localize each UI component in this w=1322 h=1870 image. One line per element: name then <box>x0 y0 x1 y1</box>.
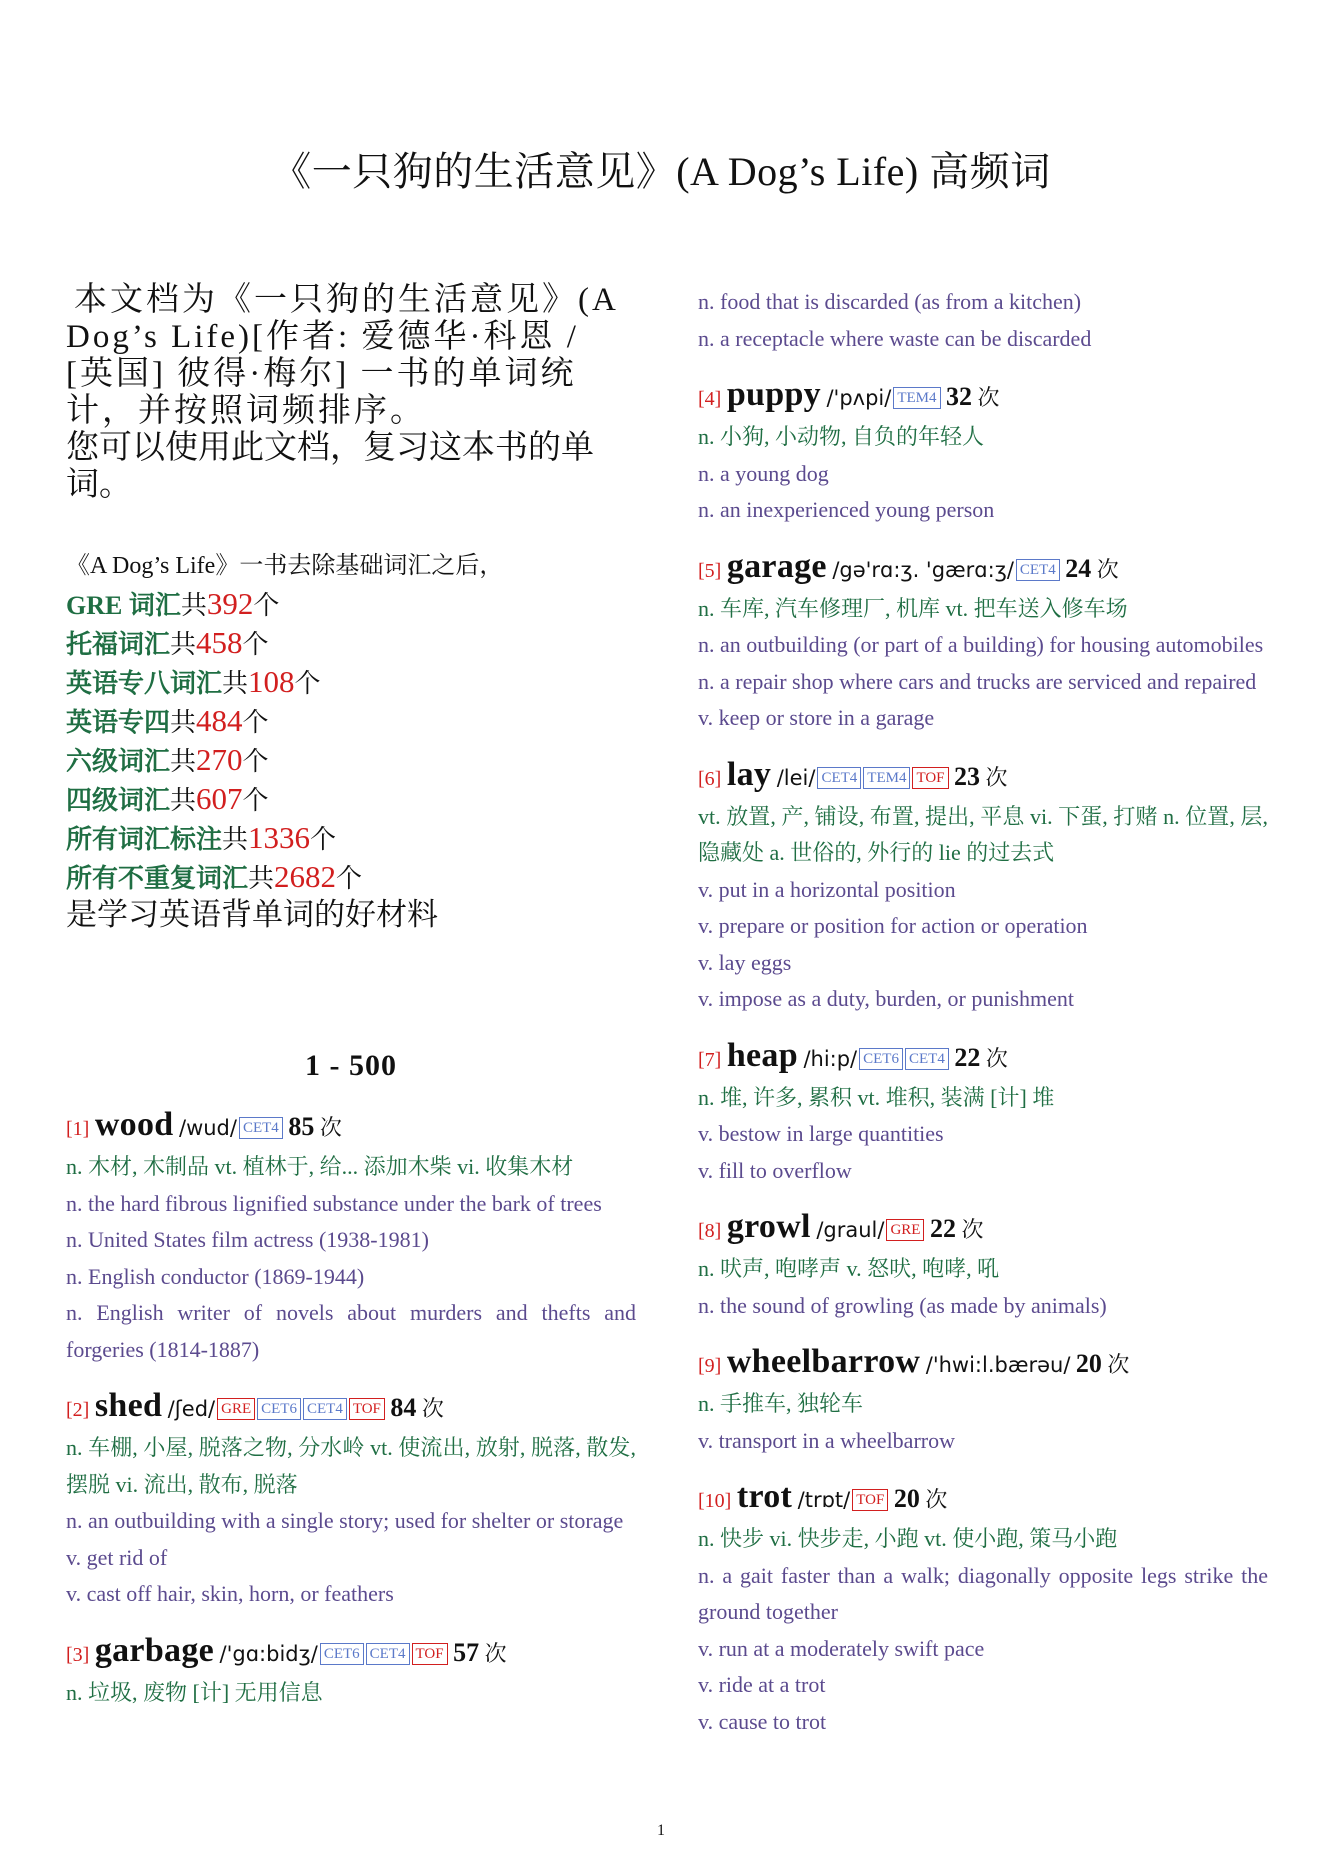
stats-mid: 共 <box>222 669 249 698</box>
frequency-count: 85 <box>288 1112 315 1141</box>
stats-unit: 个 <box>310 825 337 854</box>
stats-mid: 共 <box>170 630 197 659</box>
stats-unit: 个 <box>242 747 269 776</box>
stats-label: 所有不重复词汇 <box>66 864 249 893</box>
definition-chinese: n. 吠声, 咆哮声 v. 怒吠, 咆哮, 吼 <box>698 1256 1000 1281</box>
word-entry <box>698 1207 1268 1324</box>
stats-row <box>66 858 636 897</box>
phonetic: /gə'rɑ:ʒ. 'gærɑ:ʒ/ <box>832 557 1014 582</box>
exam-tag: TOF <box>852 1489 888 1511</box>
stats-mid: 共 <box>248 864 275 893</box>
phonetic: /graul/ <box>816 1218 885 1242</box>
frequency-suffix: 次 <box>319 1115 342 1140</box>
definition-chinese: n. 木材, 木制品 vt. 植林于, 给... 添加木柴 vi. 收集木材 <box>66 1154 574 1179</box>
frequency-count: 24 <box>1065 553 1092 583</box>
entry-index: [7] <box>698 1048 722 1071</box>
definition-english: n. an outbuilding (or part of a building) for housing automobiles <box>698 632 1264 657</box>
frequency-suffix: 次 <box>421 1396 444 1421</box>
stats-count: 1336 <box>248 820 311 855</box>
entry-continuation <box>698 284 1268 357</box>
definition-chinese: n. 车库, 汽车修理厂, 机库 vt. 把车送入修车场 <box>698 595 1128 621</box>
definition-english: n. food that is discarded (as from a kitchen) <box>698 289 1082 314</box>
definition-english: v. cause to trot <box>698 1708 827 1734</box>
definition-english: v. get rid of <box>66 1544 168 1570</box>
phonetic: /'gɑ:bidʒ/ <box>219 1641 318 1666</box>
stats-label: 托福词汇 <box>66 630 171 659</box>
entry-header <box>698 755 1268 799</box>
definition-english: v. transport in a wheelbarrow <box>698 1427 955 1453</box>
entry-header <box>698 1342 1268 1386</box>
frequency-count: 84 <box>390 1393 417 1422</box>
headword: garage <box>726 547 827 585</box>
definition-english: v. prepare or position for action or operation <box>698 913 1088 938</box>
headword: lay <box>726 755 772 793</box>
definition-english: n. United States film actress (1938-1981) <box>66 1227 429 1252</box>
exam-tag: CET4 <box>905 1048 949 1070</box>
headword: garbage <box>94 1631 215 1669</box>
word-entry <box>698 547 1268 737</box>
stats-row <box>66 702 636 741</box>
phonetic: /'hwi:l.bærəu/ <box>925 1353 1071 1377</box>
frequency-count: 23 <box>954 761 981 791</box>
exam-tag: TEM4 <box>863 767 910 789</box>
definition-english: v. fill to overflow <box>698 1157 852 1183</box>
definition-chinese: n. 垃圾, 废物 [计] 无用信息 <box>66 1679 323 1705</box>
entry-index: [4] <box>698 388 722 410</box>
stats-row <box>66 663 636 702</box>
headword: growl <box>726 1208 811 1245</box>
word-entry <box>698 1036 1268 1190</box>
frequency-count: 20 <box>893 1484 920 1513</box>
definition-english: n. an outbuilding with a single story; used for shelter or storage <box>66 1508 624 1533</box>
stats-label: 四级词汇 <box>66 786 171 815</box>
exam-tag: CET6 <box>320 1643 364 1665</box>
word-entry <box>66 1105 636 1368</box>
stats-row <box>66 624 636 663</box>
stats-unit: 个 <box>242 708 269 737</box>
stats-row <box>66 741 636 780</box>
stats-label: 英语专四 <box>66 708 171 737</box>
exam-tag: GRE <box>886 1219 924 1241</box>
entry-header <box>698 375 1268 419</box>
headword: puppy <box>726 376 821 413</box>
definition-english: v. bestow in large quantities <box>698 1121 944 1146</box>
intro-text <box>66 282 636 504</box>
stats-count: 392 <box>206 586 254 621</box>
exam-tag: CET6 <box>859 1048 903 1070</box>
entry-index: [8] <box>698 1220 722 1242</box>
entry-header <box>66 1105 636 1149</box>
entry-header <box>698 547 1268 591</box>
word-entry <box>698 1342 1268 1459</box>
headword: shed <box>94 1387 163 1424</box>
definition-english: n. an inexperienced young person <box>698 497 995 522</box>
frequency-count: 57 <box>453 1637 480 1667</box>
exam-tag: CET4 <box>239 1117 283 1139</box>
entry-index: [10] <box>698 1490 732 1512</box>
exam-tag: TOF <box>912 767 948 789</box>
definition-english: n. a receptacle where waste can be discarded <box>698 325 1092 351</box>
stats-count: 458 <box>196 625 243 660</box>
exam-tag: TOF <box>412 1643 448 1665</box>
word-entry <box>698 1477 1268 1740</box>
definition-english: v. run at a moderately swift pace <box>698 1635 985 1661</box>
entry-header <box>698 1036 1268 1080</box>
headword: heap <box>726 1036 798 1074</box>
phonetic: /lei/ <box>776 765 816 790</box>
vocabulary-stats <box>66 548 636 933</box>
left-entry-list <box>66 1105 636 1711</box>
stats-lead: 《A Dog’s Life》一书去除基础词汇之后， <box>66 553 504 579</box>
right-entry-list <box>698 375 1268 1740</box>
stats-row <box>66 780 636 819</box>
stats-label: 所有词汇标注 <box>66 825 223 854</box>
definition-english: v. ride at a trot <box>698 1672 826 1697</box>
frequency-count: 20 <box>1075 1349 1102 1378</box>
headword: trot <box>736 1478 793 1515</box>
headword: wood <box>94 1106 174 1143</box>
entry-header <box>66 1631 636 1675</box>
word-entry <box>66 1386 636 1613</box>
entry-header <box>66 1386 636 1430</box>
frequency-suffix: 次 <box>977 385 1000 410</box>
entry-index: [1] <box>66 1118 90 1140</box>
definition-chinese: n. 手推车, 独轮车 <box>698 1391 864 1416</box>
stats-count: 484 <box>196 703 243 738</box>
headword: wheelbarrow <box>726 1343 921 1380</box>
exam-tag: CET4 <box>366 1643 410 1665</box>
frequency-count: 22 <box>929 1214 956 1243</box>
entry-index: [3] <box>66 1643 90 1666</box>
intro-paragraph: 您可以使用此文档，复习这本书的单词。 <box>66 430 594 503</box>
definition-chinese: n. 小狗, 小动物, 自负的年轻人 <box>698 424 985 449</box>
definition-english: n. English writer of novels about murders and thefts and forgeries (1814-1887) <box>66 1300 636 1362</box>
intro-paragraph: 本文档为《一只狗的生活意见》(A Dog’s Life)[作者: 爱德华·科恩 / [英国] 彼得·梅尔] 一书的单词统计，并按照词频排序。 <box>66 282 617 429</box>
phonetic: /hi:p/ <box>803 1046 858 1071</box>
definition-english: v. keep or store in a garage <box>698 705 935 730</box>
stats-mid: 共 <box>180 591 207 620</box>
exam-tag: CET4 <box>817 767 861 789</box>
range-heading: 1 - 500 <box>305 1049 397 1082</box>
entry-index: [6] <box>698 767 722 790</box>
left-column <box>66 282 636 1711</box>
right-column <box>698 284 1268 1740</box>
frequency-suffix: 次 <box>925 1487 948 1512</box>
stats-count: 270 <box>196 742 243 777</box>
word-entry <box>66 1631 636 1712</box>
definition-english: v. put in a horizontal position <box>698 876 956 902</box>
frequency-suffix: 次 <box>985 764 1008 790</box>
definition-english: n. the hard fibrous lignified substance under the bark of trees <box>66 1190 602 1216</box>
definition-english: v. cast off hair, skin, horn, or feathers <box>66 1581 394 1606</box>
exam-tag: CET6 <box>257 1398 301 1420</box>
stats-count: 607 <box>196 781 243 816</box>
entry-header <box>698 1207 1268 1251</box>
definition-english: n. a repair shop where cars and trucks are serviced and repaired <box>698 668 1257 694</box>
stats-label: 六级词汇 <box>66 747 171 776</box>
frequency-count: 22 <box>954 1042 981 1072</box>
stats-unit: 个 <box>253 591 280 620</box>
stats-count: 2682 <box>274 859 337 894</box>
phonetic: /trɒt/ <box>797 1488 851 1512</box>
stats-closing: 是学习英语背单词的好材料 <box>66 897 438 932</box>
definition-chinese: n. 车棚, 小屋, 脱落之物, 分水岭 vt. 使流出, 放射, 脱落, 散发, 摆脱 vi. 流出, 散布, 脱落 <box>66 1435 636 1497</box>
stats-count: 108 <box>248 664 295 699</box>
definition-english: v. lay eggs <box>698 949 792 975</box>
stats-mid: 共 <box>222 825 249 854</box>
entry-header <box>698 1477 1268 1521</box>
frequency-count: 32 <box>946 382 972 411</box>
phonetic: /wud/ <box>179 1116 237 1140</box>
stats-mid: 共 <box>170 786 197 815</box>
frequency-suffix: 次 <box>985 1045 1008 1071</box>
exam-tag: TEM4 <box>893 387 940 409</box>
page-number: 1 <box>657 1822 665 1839</box>
stats-rows <box>66 585 636 897</box>
phonetic: /'pʌpi/ <box>826 386 892 410</box>
definition-english: n. a young dog <box>698 460 829 486</box>
entry-index: [2] <box>66 1399 90 1421</box>
definition-english: n. a gait faster than a walk; diagonally opposite legs strike the ground together <box>698 1562 1268 1624</box>
phonetic: /ʃed/ <box>167 1397 216 1421</box>
definition-chinese: n. 快步 vi. 快步走, 小跑 vt. 使小跑, 策马小跑 <box>698 1526 1118 1551</box>
stats-mid: 共 <box>170 747 197 776</box>
definition-english: v. impose as a duty, burden, or punishment <box>698 986 1074 1011</box>
definition-chinese: vt. 放置, 产, 铺设, 布置, 提出, 平息 vi. 下蛋, 打赌 n. 位置, 层, 隐藏处 a. 世俗的, 外行的 lie 的过去式 <box>698 803 1268 865</box>
stats-unit: 个 <box>242 630 269 659</box>
entry-index: [9] <box>698 1355 722 1377</box>
frequency-suffix: 次 <box>1107 1352 1130 1377</box>
stats-label: GRE 词汇 <box>66 591 181 620</box>
stats-row <box>66 585 636 624</box>
stats-unit: 个 <box>242 786 269 815</box>
exam-tag: CET4 <box>303 1398 347 1420</box>
stats-mid: 共 <box>170 708 197 737</box>
word-entry <box>698 755 1268 1018</box>
stats-unit: 个 <box>336 864 363 893</box>
stats-row <box>66 819 636 858</box>
exam-tag: TOF <box>349 1398 385 1420</box>
document-title: 《一只狗的生活意见》(A Dog’s Life) 高频词 <box>271 149 1051 194</box>
frequency-suffix: 次 <box>1096 556 1119 582</box>
exam-tag: GRE <box>217 1398 255 1420</box>
entry-index: [5] <box>698 559 722 582</box>
frequency-suffix: 次 <box>484 1640 507 1666</box>
definition-english: n. the sound of growling (as made by animals) <box>698 1292 1107 1318</box>
word-entry <box>698 375 1268 529</box>
frequency-suffix: 次 <box>961 1217 984 1242</box>
exam-tag: CET4 <box>1016 559 1060 581</box>
definition-english: n. English conductor (1869-1944) <box>66 1263 365 1289</box>
stats-label: 英语专八词汇 <box>66 669 223 698</box>
stats-unit: 个 <box>294 669 321 698</box>
definition-chinese: n. 堆, 许多, 累积 vt. 堆积, 装满 [计] 堆 <box>698 1084 1055 1110</box>
